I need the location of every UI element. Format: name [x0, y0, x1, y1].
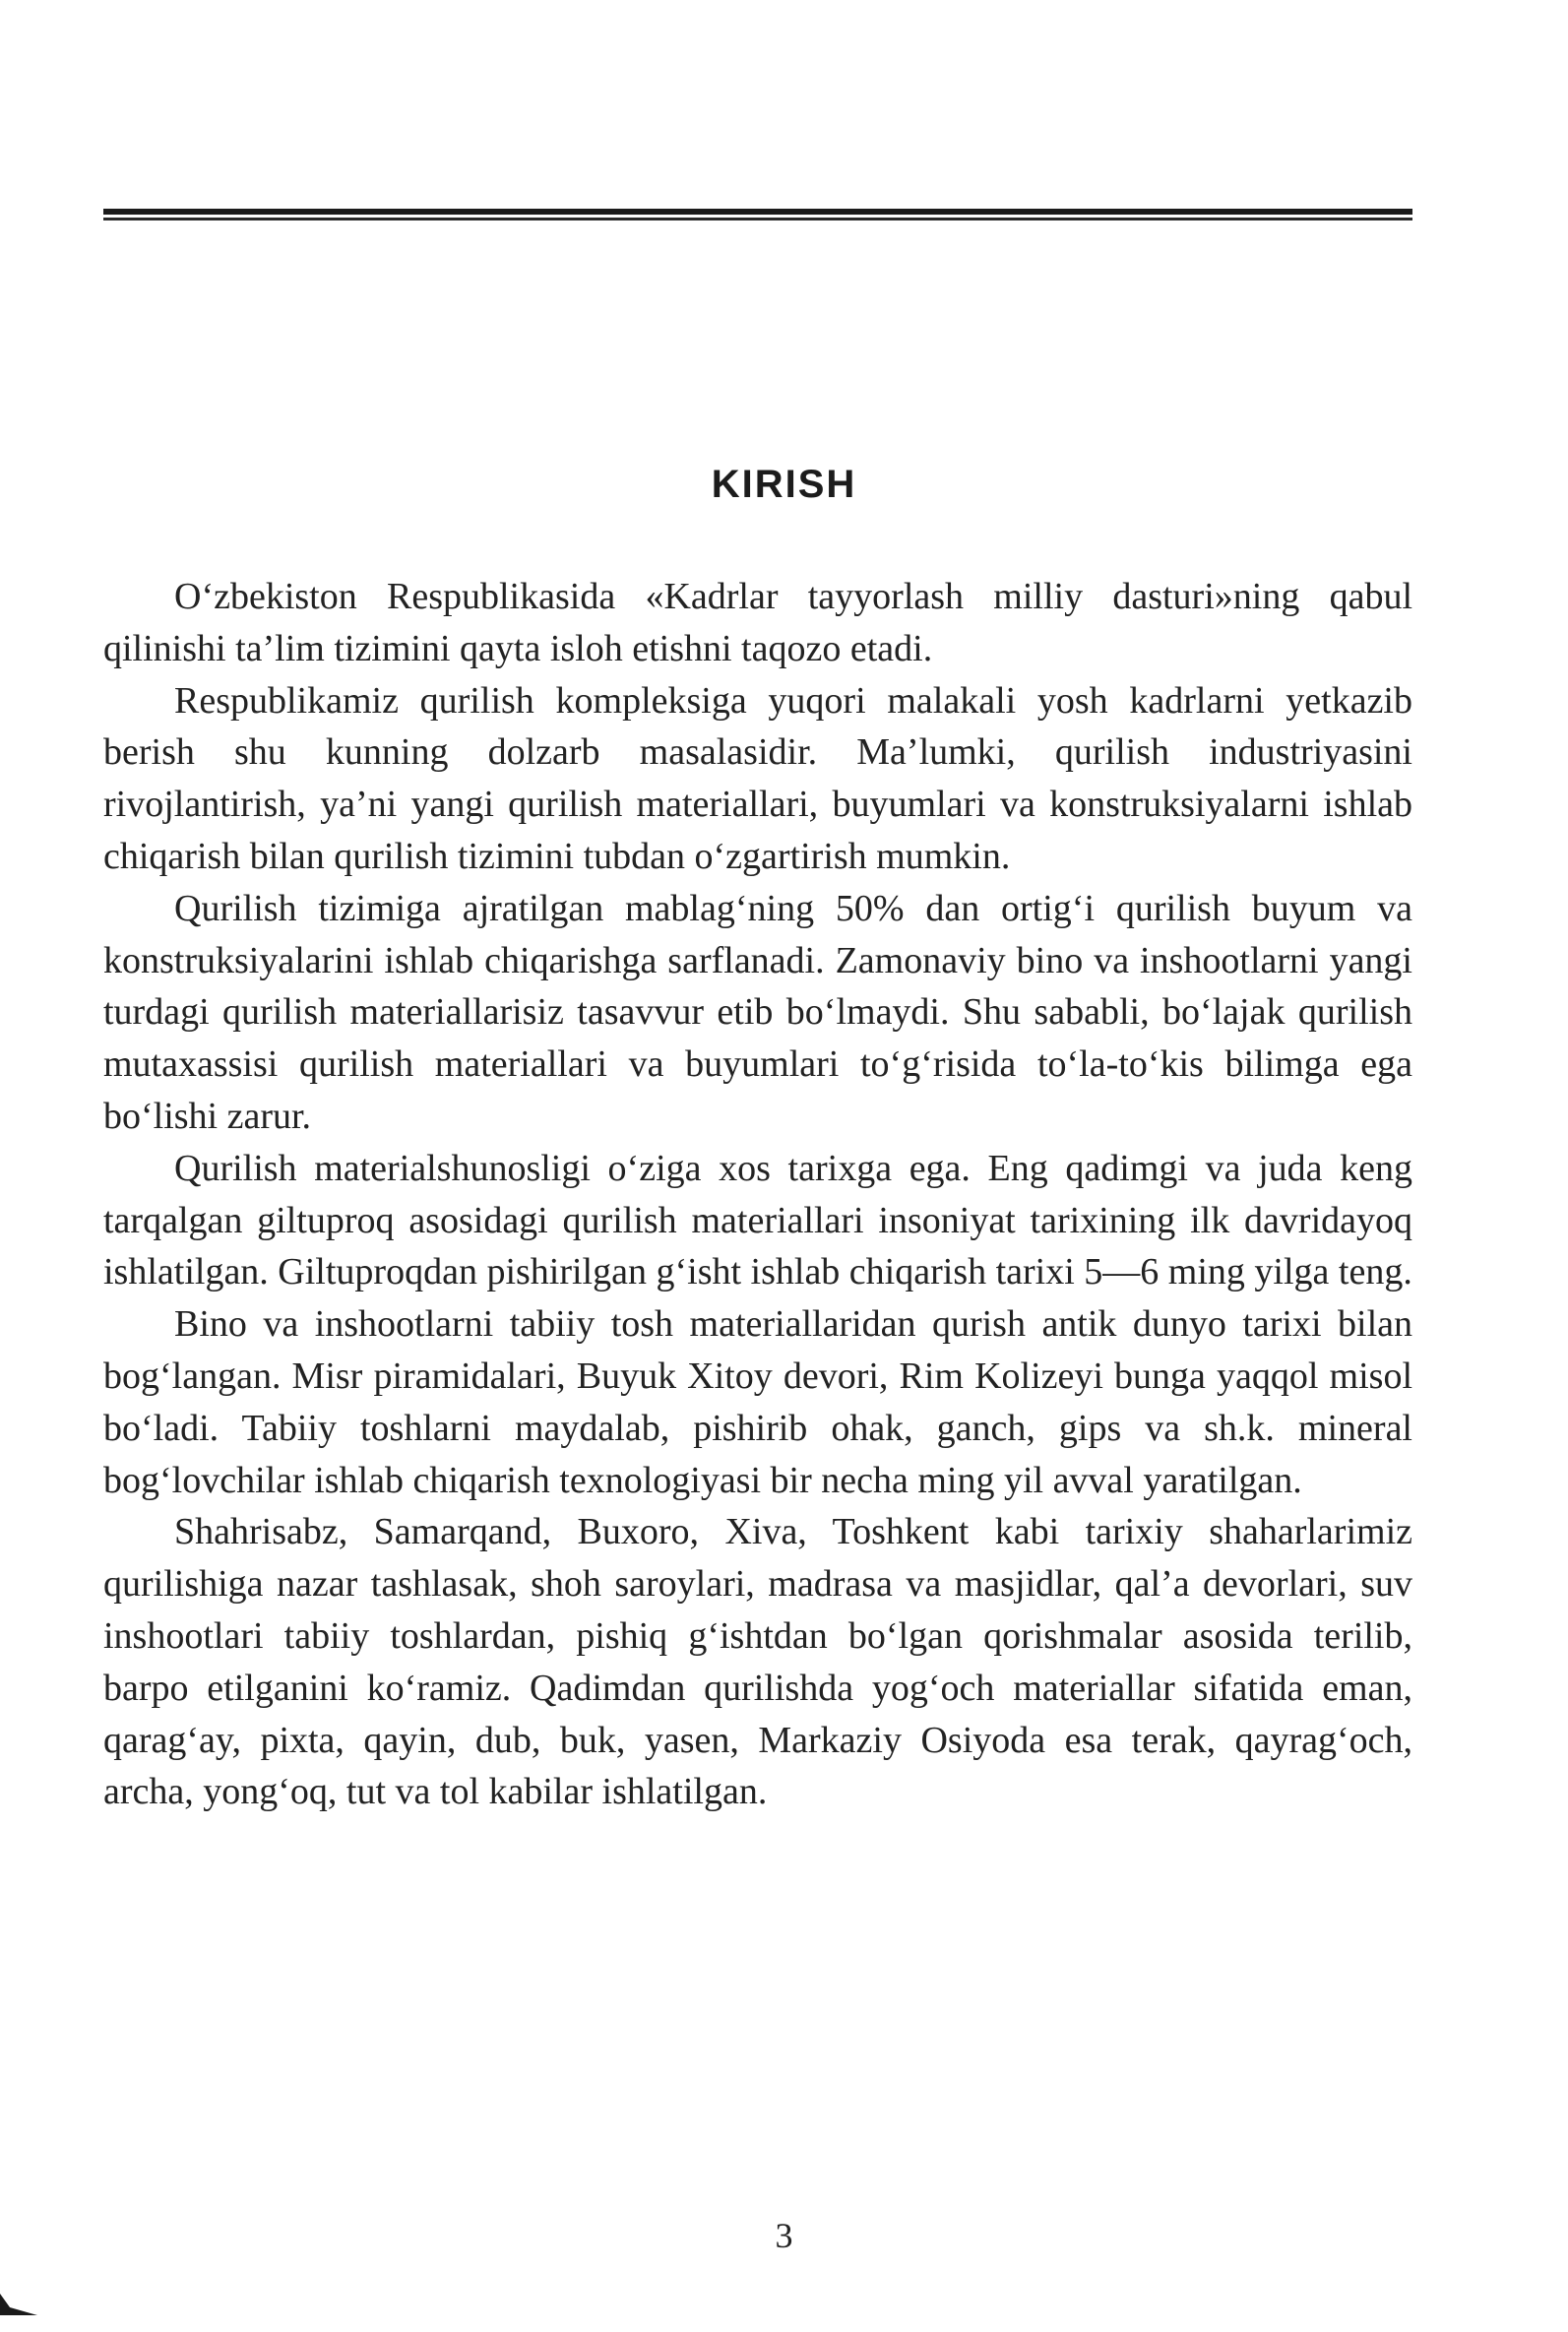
- paragraph: Qurilish materialshunosligi o‘ziga xos tarixga ega. Eng qadimgi va juda keng tarqalgan giltuproq asosidagi qurilish materiallari insoniyat tarixining ilk davridayoq ishlatilgan. Giltuproqdan pishirilgan g‘isht ishlab chiqarish tarixi 5—6 ming yilga teng.: [103, 1147, 1412, 1293]
- paragraph: O‘zbekiston Respublikasida «Kadrlar tayyorlash milliy dasturi»ning qabul qilinishi ta’lim tizimini qayta isloh etishni taqozo etadi.: [103, 576, 1412, 669]
- page-number: 3: [775, 2216, 793, 2255]
- scan-corner-mark: [0, 2294, 39, 2315]
- header-rule: [103, 209, 1412, 221]
- paragraph: Qurilish tizimiga ajratilgan mablag‘ning 50% dan ortig‘i qurilish buyum va konstruksiyalarini ishlab chiqarishga sarflanadi. Zamonaviy bino va inshootlarni yangi turdagi qurilish materiallarisiz tasavvur etib bo‘lmaydi. Shu sababli, bo‘lajak qurilish mutaxassisi qurilish materiallari va buyumlari to‘g‘risida to‘la-to‘kis bilimga ega bo‘lishi zarur.: [103, 887, 1412, 1137]
- chapter-title: KIRISH: [711, 463, 857, 506]
- paragraph: Respublikamiz qurilish kompleksiga yuqori malakali yosh kadrlarni yetkazib berish shu kunning dolzarb masalasidir. Ma’lumki, qurilish industriyasini rivojlantirish, ya’ni yangi qurilish materiallari, buyumlari va konstruksiyalarni ishlab chiqarish bilan qurilish tizimini tubdan o‘zgartirish mumkin.: [103, 679, 1412, 877]
- body-text: [103, 571, 1412, 1818]
- paragraph: Shahrisabz, Samarqand, Buxoro, Xiva, Toshkent kabi tarixiy shaharlarimiz qurilishiga nazar tashlasak, shoh saroylari, madrasa va masjidlar, qal’a devorlari, suv inshootlari tabiiy toshlardan, pishiq g‘ishtdan bo‘lgan qorishmalar asosida terilib, barpo etilganini ko‘ramiz. Qadimdan qurilishda yog‘och materiallar sifatida eman, qarag‘ay, pixta, qayin, dub, buk, yasen, Markaziy Osiyoda esa terak, qayrag‘och, archa, yong‘oq, tut va tol kabilar ishlatilgan.: [103, 1511, 1412, 1813]
- paragraph: Bino va inshootlarni tabiiy tosh materiallaridan qurish antik dunyo tarixi bilan bog‘langan. Misr piramidalari, Buyuk Xitoy devori, Rim Kolizeyi bunga yaqqol misol bo‘ladi. Tabiiy toshlarni maydalab, pishirib ohak, ganch, gips va sh.k. mineral bog‘lovchilar ishlab chiqarish texnologiyasi bir necha ming yil avval yaratilgan.: [103, 1303, 1412, 1501]
